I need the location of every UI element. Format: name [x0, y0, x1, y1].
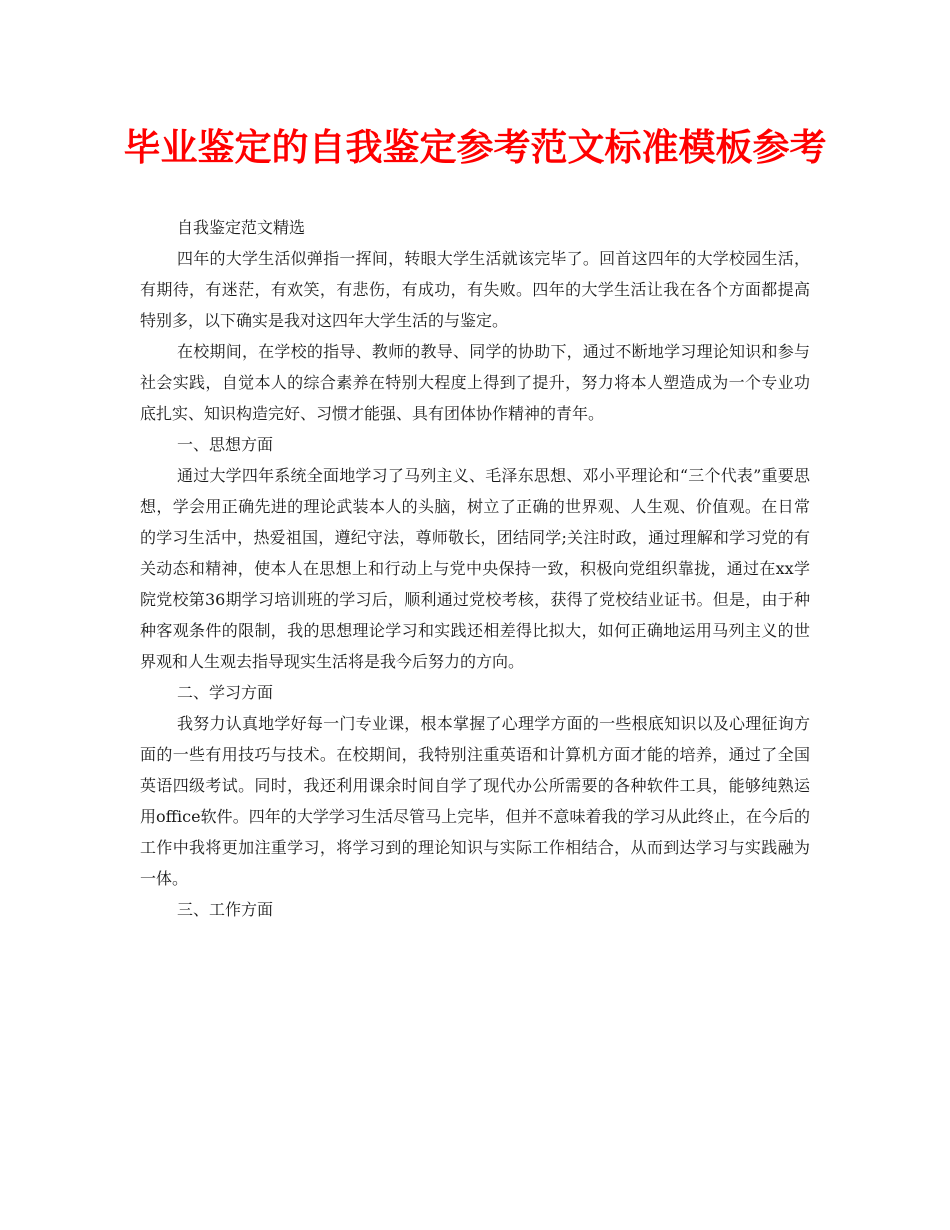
paragraph-intro: 四年的大学生活似弹指一挥间，转眼大学生活就该完毕了。回首这四年的大学校园生活，有期待，有迷茫，有欢笑，有悲伤，有成功，有失败。四年的大学生活让我在各个方面都提高特别多，以下确实是我对这四年大学生活的与鉴定。: [140, 249, 810, 330]
paragraph-heading-essay: 自我鉴定范文精选: [177, 218, 306, 237]
paragraph-school-period: 在校期间，在学校的指导、教师的教导、同学的协助下，通过不断地学习理论知识和参与社会实践，自觉本人的综合素养在特别大程度上得到了提升，努力将本人塑造成为一个专业功底扎实、知识构造完好、习惯才能强、具有团体协作精神的青年。: [140, 342, 810, 423]
section-heading-study: 二、学习方面: [177, 683, 274, 702]
paragraph-ideology: 通过大学四年系统全面地学习了马列主义、毛泽东思想、邓小平理论和“三个代表”重要思想，学会用正确先进的理论武装本人的头脑，树立了正确的世界观、人生观、价值观。在日常的学习生活中，热爱祖国，遵纪守法，尊师敬长，团结同学;关注时政，通过理解和学习党的有关动态和精神，使本人在思想上和行动上与党中央保持一致，积极向党组织靠拢，通过在xx学院党校第36期学习培训班的学习后，顺利通过党校考核，获得了党校结业证书。但是，由于种种客观条件的限制，我的思想理论学习和实践还相差得比拟大，如何正确地运用马列主义的世界观和人生观去指导现实生活将是我今后努力的方向。: [140, 466, 810, 671]
document-body: [140, 212, 810, 925]
section-heading-ideology: 一、思想方面: [177, 435, 274, 454]
paragraph-study: 我努力认真地学好每一门专业课，根本掌握了心理学方面的一些根底知识以及心理征询方面的一些有用技巧与技术。在校期间，我特别注重英语和计算机方面才能的培养，通过了全国英语四级考试。同时，我还利用课余时间自学了现代办公所需要的各种软件工具，能够纯熟运用office软件。四年的大学学习生活尽管马上完毕，但并不意味着我的学习从此终止，在今后的工作中我将更加注重学习，将学习到的理论知识与实际工作相结合，从而到达学习与实践融为一体。: [140, 714, 810, 888]
section-heading-work: 三、工作方面: [177, 900, 274, 919]
document-title: 毕业鉴定的自我鉴定参考范文标准模板参考: [123, 126, 827, 169]
